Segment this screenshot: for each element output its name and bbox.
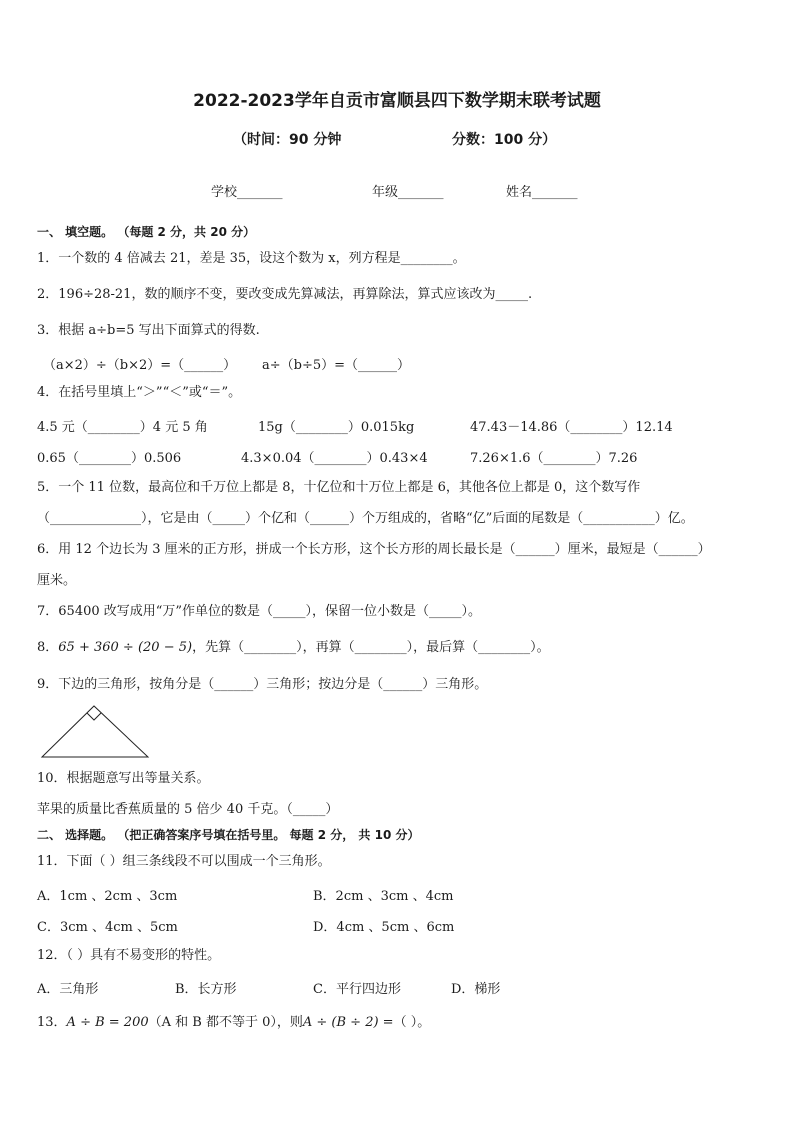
q12-option-c: C．平行四边形 bbox=[313, 982, 401, 997]
q11-option-a: A．1cm 、2cm 、3cm bbox=[37, 889, 178, 904]
q4-item: 0.65（________）0.506 bbox=[37, 451, 182, 466]
question-6a: 6．用 12 个边长为 3 厘米的正方形，拼成一个长方形，这个长方形的周长最长是（______）厘米，最短是（______） bbox=[37, 542, 711, 557]
q13-condition: （A 和 B 都不等于 0），则 bbox=[148, 1015, 303, 1030]
q4-item: 4.3×0.04（________）0.43×4 bbox=[241, 451, 428, 466]
q8-text: ，先算（________），再算（________），最后算（________）。 bbox=[192, 640, 550, 655]
question-5a: 5．一个 11 位数，最高位和千万位上都是 8，十亿位和十万位上都是 6，其他各位上都是 0，这个数写作 bbox=[37, 480, 641, 495]
q8-expression: 65 + 360 ÷ (20 − 5) bbox=[58, 640, 193, 655]
question-10: 10．根据题意写出等量关系。 bbox=[37, 771, 210, 786]
q4-item: 15g（________）0.015kg bbox=[258, 420, 415, 435]
grade-field: 年级_______ bbox=[372, 185, 444, 200]
question-6b: 厘米。 bbox=[37, 573, 77, 588]
q13-expression-2: A ÷ (B ÷ 2) = bbox=[302, 1015, 394, 1030]
question-12: 12．（ ）具有不易变形的特性。 bbox=[37, 948, 221, 963]
section2-heading: 二、 选择题。 （把正确答案序号填在括号里。 每题 2 分， 共 10 分） bbox=[37, 828, 420, 842]
question-11: 11．下面（ ）组三条线段不可以围成一个三角形。 bbox=[37, 854, 331, 869]
question-3b: a÷（b÷5）=（______） bbox=[262, 358, 411, 373]
question-8 bbox=[37, 639, 550, 657]
q4-item: 47.43－14.86（________）12.14 bbox=[470, 420, 673, 435]
exam-time: （时间：90 分钟 bbox=[233, 132, 342, 148]
school-field: 学校_______ bbox=[211, 185, 283, 200]
q8-number: 8． bbox=[37, 640, 59, 655]
question-2: 2．196÷28-21，数的顺序不变，要改变成先算减法，再算除法，算式应该改为_____. bbox=[37, 287, 533, 302]
question-9: 9．下边的三角形，按角分是（______）三角形；按边分是（______）三角形。 bbox=[37, 677, 488, 692]
question-3: 3．根据 a÷b=5 写出下面算式的得数. bbox=[37, 323, 260, 338]
q11-option-c: C．3cm 、4cm 、5cm bbox=[37, 920, 178, 935]
question-3a: （a×2）÷（b×2）=（______） bbox=[43, 358, 237, 373]
q12-option-b: B．长方形 bbox=[175, 982, 237, 997]
q4-item: 7.26×1.6（________）7.26 bbox=[470, 451, 638, 466]
question-10b: 苹果的质量比香蕉质量的 5 倍少 40 千克。（_____） bbox=[37, 802, 339, 817]
question-4: 4．在括号里填上“＞”“＜”或“＝”。 bbox=[37, 385, 242, 400]
question-5b: （______________），它是由（_____）个亿和（______）个万组成的，省略“亿”后面的尾数是（___________）亿。 bbox=[37, 511, 694, 526]
q11-option-b: B．2cm 、3cm 、4cm bbox=[313, 889, 454, 904]
page-title: 2022-2023学年自贡市富顺县四下数学期末联考试题 bbox=[193, 91, 601, 111]
q11-option-d: D．4cm 、5cm 、6cm bbox=[313, 920, 455, 935]
exam-score: 分数：100 分） bbox=[452, 132, 557, 148]
question-7: 7．65400 改写成用“万”作单位的数是（_____），保留一位小数是（_____）。 bbox=[37, 604, 482, 619]
name-field: 姓名_______ bbox=[506, 185, 578, 200]
question-1: 1．一个数的 4 倍减去 21，差是 35，设这个数为 x，列方程是________。 bbox=[37, 251, 466, 266]
question-13 bbox=[37, 1014, 430, 1032]
q12-option-a: A．三角形 bbox=[37, 982, 99, 997]
q13-number: 13． bbox=[37, 1015, 67, 1030]
section1-heading: 一、 填空题。 （每题 2 分，共 20 分） bbox=[37, 225, 256, 239]
triangle-figure bbox=[40, 703, 152, 759]
q12-option-d: D．梯形 bbox=[451, 982, 501, 997]
q13-expression: A ÷ B = 200 bbox=[66, 1015, 149, 1030]
q13-answer-blank: （ ）。 bbox=[393, 1015, 431, 1030]
q4-item: 4.5 元（________）4 元 5 角 bbox=[37, 420, 208, 435]
